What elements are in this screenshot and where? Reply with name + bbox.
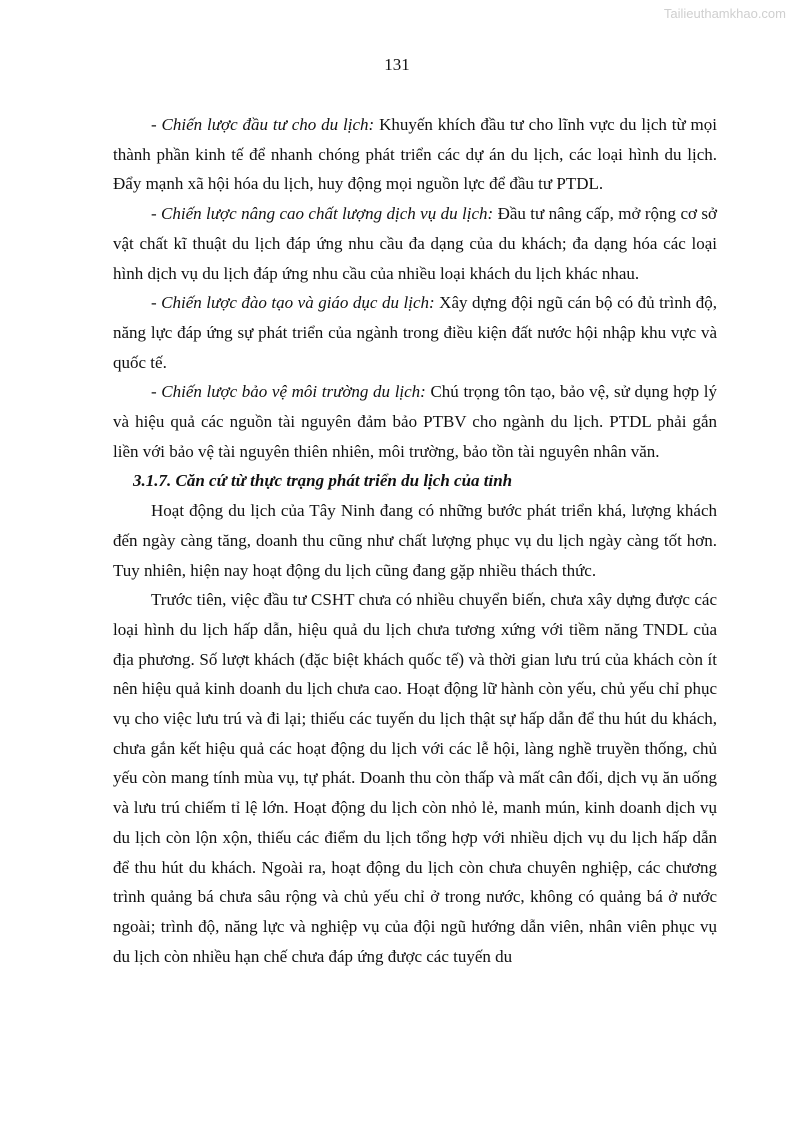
strategy-title: - Chiến lược bảo vệ môi trường du lịch: (151, 382, 426, 402)
strategy-text: Khuyến khích đầu tư cho lĩnh vực du lịch từ mọi thành phần kinh tế để nhanh chóng phát triển các dự án du lịch, các loại hình du lịch. Đẩy mạnh xã hội hóa du lịch, huy động mọi nguồn lực để đầu tư PTDL. (113, 115, 718, 194)
strategy-service-quality (113, 199, 717, 288)
watermark: Tailieuthamkhao.com (663, 6, 786, 21)
strategy-title: - Chiến lược nâng cao chất lượng dịch vụ du lịch: (151, 204, 494, 224)
body-paragraph: Hoạt động du lịch của Tây Ninh đang có những bước phát triển khá, lượng khách đến ngày càng tăng, doanh thu cũng như chất lượng phục vụ du lịch ngày càng tốt hơn. Tuy nhiên, hiện nay hoạt động du lịch cũng đang gặp nhiều thách thức. (113, 501, 717, 580)
strategy-text: Đầu tư nâng cấp, mở rộng cơ sở vật chất kĩ thuật du lịch đáp ứng nhu cầu đa dạng của du khách; đa dạng hóa các loại hình dịch vụ du lịch đáp ứng nhu cầu của nhiều loại khách du lịch khác nhau. (113, 204, 717, 283)
strategy-training (113, 288, 717, 377)
strategy-investment (113, 110, 717, 199)
page-number: 131 (384, 55, 410, 74)
body-paragraph: Trước tiên, việc đầu tư CSHT chưa có nhiều chuyển biến, chưa xây dựng được các loại hình du lịch hấp dẫn, hiệu quả du lịch chưa tương xứng với tiềm năng TNDL của địa phương. Số lượt khách (đặc biệt khách quốc tế) và thời gian lưu trú của khách còn ít nên hiệu quả kinh doanh du lịch chưa cao. Hoạt động lữ hành còn yếu, chủ yếu chỉ phục vụ cho việc lưu trú và đi lại; thiếu các tuyến du lịch thật sự hấp dẫn để thu hút du khách, chưa gắn kết hiệu quả các hoạt động du lịch với các lễ hội, làng nghề truyền thống, chủ yếu còn mang tính mùa vụ, tự phát. Doanh thu còn thấp và mất cân đối, dịch vụ ăn uống và lưu trú chiếm tỉ lệ lớn. Hoạt động du lịch còn nhỏ lẻ, manh mún, kinh doanh dịch vụ du lịch còn lộn xộn, thiếu các điểm du lịch tổng hợp với nhiều dịch vụ du lịch hấp dẫn để thu hút du khách. Ngoài ra, hoạt động du lịch còn chưa chuyên nghiệp, các chương trình quảng bá chưa sâu rộng và chủ yếu chỉ ở trong nước, không có quảng bá ở nước ngoài; trình độ, năng lực và nghiệp vụ của đội ngũ hướng dẫn viên, nhân viên phục vụ du lịch còn nhiều hạn chế chưa đáp ứng được các tuyến du (113, 590, 717, 966)
strategy-title: - Chiến lược đào tạo và giáo dục du lịch: (151, 293, 435, 313)
strategy-title: - Chiến lược đầu tư cho du lịch: (151, 115, 375, 134)
strategy-environment (113, 377, 717, 466)
strategy-text: Xây dựng đội ngũ cán bộ có đủ trình độ, năng lực đáp ứng sự phát triển của ngành trong điều kiện đất nước hội nhập khu vực và quốc tế. (113, 293, 717, 372)
section-heading: 3.1.7. Căn cứ từ thực trạng phát triển du lịch của tỉnh (133, 471, 513, 491)
document-body (113, 110, 717, 971)
strategy-text: Chú trọng tôn tạo, bảo vệ, sử dụng hợp lý và hiệu quả các nguồn tài nguyên đảm bảo PTBV cho ngành du lịch. PTDL phải gắn liền với bảo vệ tài nguyên thiên nhiên, môi trường, bảo tồn tài nguyên nhân văn. (113, 382, 717, 461)
